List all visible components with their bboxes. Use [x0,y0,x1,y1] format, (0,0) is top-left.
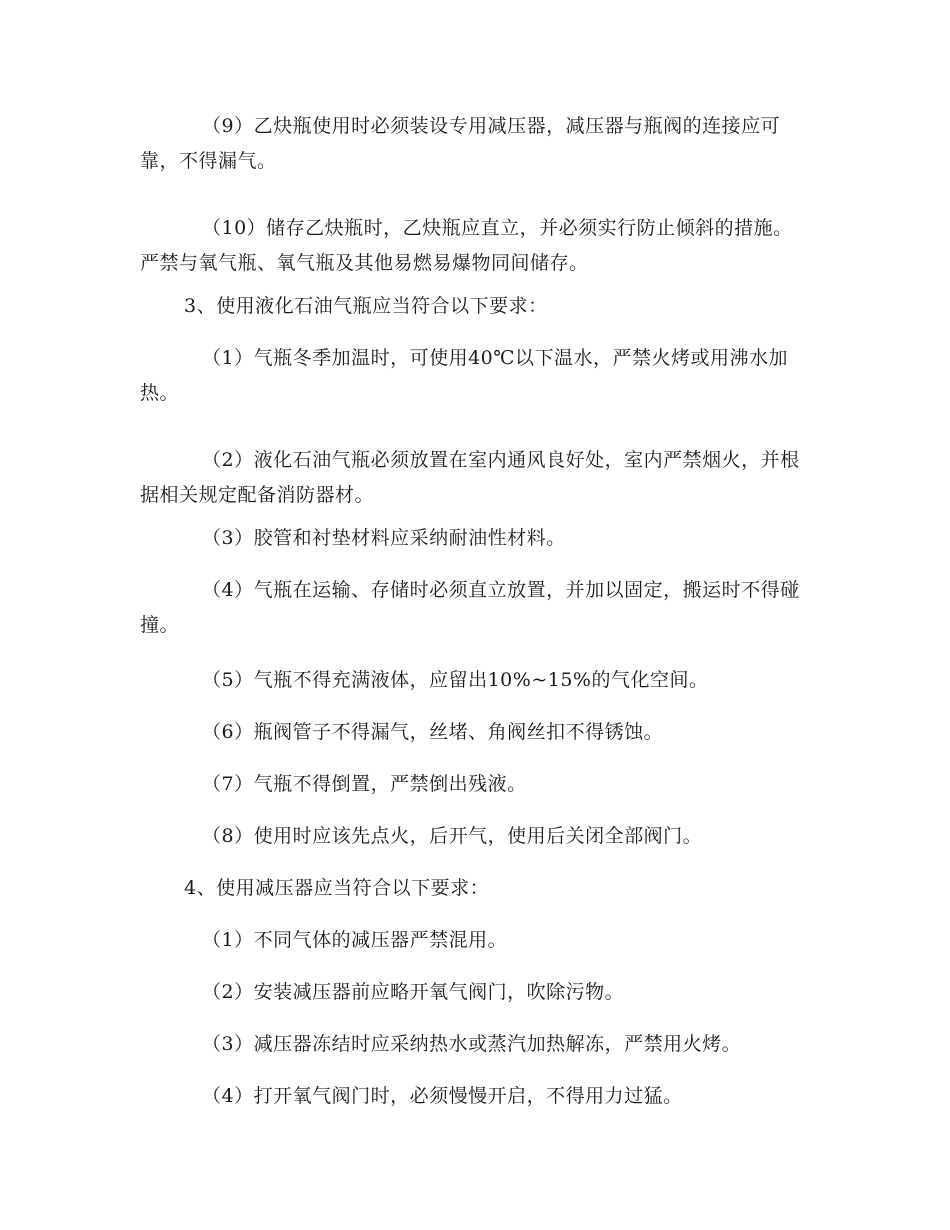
section-heading-lpg: 3、使用液化石油气瓶应当符合以下要求： [184,295,548,317]
paragraph-regulator-3: （3）减压器冻结时应采纳热水或蒸汽加热解冻，严禁用火烤。 [202,1033,742,1055]
paragraph-lpg-5: （5）气瓶不得充满液体，应留出10%~15%的气化空间。 [202,669,709,691]
paragraph-acetylene-10: （10）储存乙炔瓶时，乙炔瓶应直立，并必须实行防止倾斜的措施。严禁与氧气瓶、氧气瓶及其他易燃易爆物同间储存。 [140,217,793,274]
paragraph-lpg-7: （7）气瓶不得倒置，严禁倒出残液。 [202,773,527,795]
paragraph-lpg-8: （8）使用时应该先点火，后开气，使用后关闭全部阀门。 [202,825,703,847]
paragraph-lpg-6: （6）瓶阀管子不得漏气，丝堵、角阀丝扣不得锈蚀。 [202,721,664,743]
paragraph-regulator-2: （2）安装减压器前应略开氧气阀门，吹除污物。 [202,981,625,1003]
paragraph-lpg-1: （1）气瓶冬季加温时，可使用40℃以下温水，严禁火烤或用沸水加热。 [140,347,789,404]
paragraph-regulator-1: （1）不同气体的减压器严禁混用。 [202,929,508,951]
paragraph-lpg-3: （3）胶管和衬垫材料应采纳耐油性材料。 [202,527,566,549]
paragraph-regulator-4: （4）打开氧气阀门时，必须慢慢开启，不得用力过猛。 [202,1085,683,1107]
section-heading-regulator: 4、使用减压器应当符合以下要求： [184,877,490,899]
paragraph-lpg-2: （2）液化石油气瓶必须放置在室内通风良好处，室内严禁烟火，并根据相关规定配备消防器材。 [140,449,800,506]
paragraph-lpg-4: （4）气瓶在运输、存储时必须直立放置，并加以固定，搬运时不得碰撞。 [140,579,800,636]
paragraph-acetylene-9: （9）乙炔瓶使用时必须装设专用减压器，减压器与瓶阀的连接应可靠，不得漏气。 [140,115,781,172]
